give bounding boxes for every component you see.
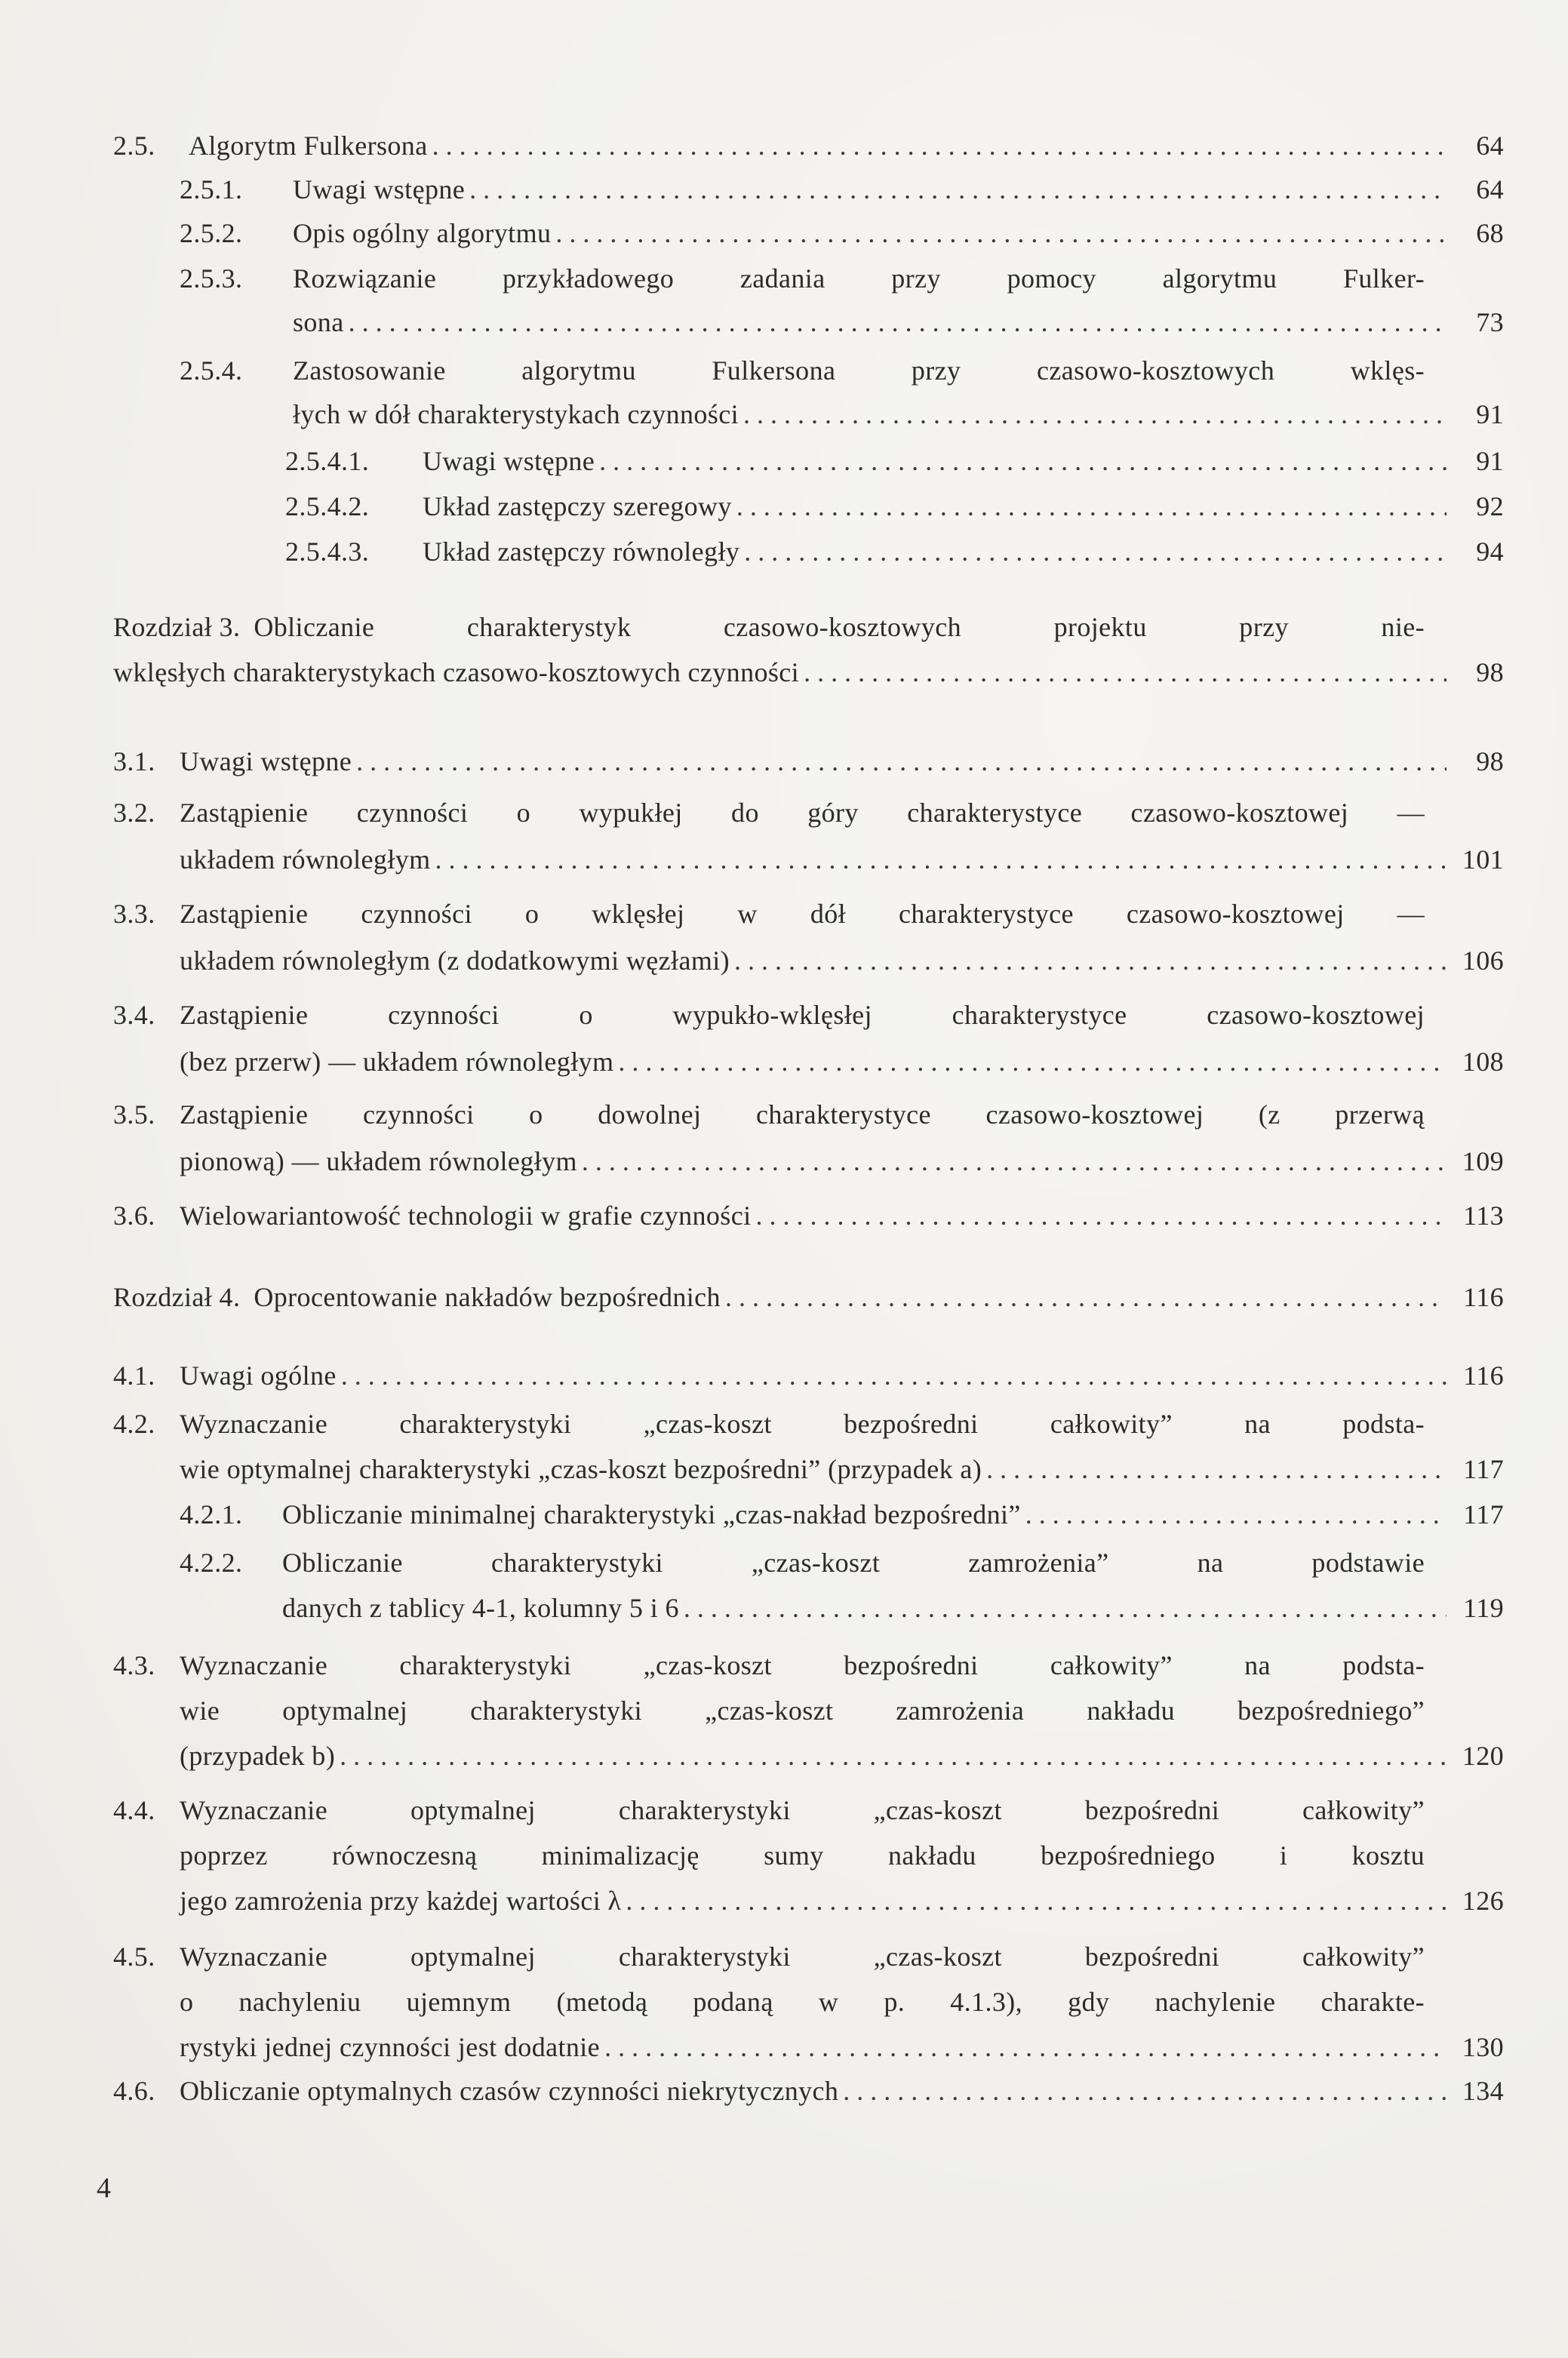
toc-entry <box>113 1094 1425 1130</box>
section-title-continuation: jego zamrożenia przy każdej wartości λ <box>180 1886 622 1916</box>
section-title: Zastosowanie algorytmu Fulkersona przy czasowo-kosztowych wklęs- <box>293 355 1425 386</box>
dot-leader <box>599 445 1447 477</box>
page-number: 68 <box>1476 218 1504 248</box>
page-number: 91 <box>1476 399 1504 429</box>
dot-leader <box>756 1200 1447 1231</box>
section-number: 2.5.1. <box>180 174 243 204</box>
section-title: Algorytm Fulkersona <box>189 131 428 161</box>
toc-entry-continuation <box>180 1041 1504 1078</box>
chapter-title: Obliczanie charakterystyk czasowo-kosztowych projektu przy nie- <box>254 612 1425 642</box>
section-title-continuation: o nachyleniu ujemnym (metodą podaną w p. 4.1.3), gdy nachylenie charakte- <box>180 1987 1425 2017</box>
page-number: 91 <box>1476 446 1504 476</box>
toc-entry-continuation <box>180 940 1504 976</box>
section-title-continuation: poprzez równoczesną minimalizację sumy nakładu bezpośredniego i kosztu <box>180 1840 1425 1871</box>
toc-entry <box>113 893 1425 930</box>
toc-entry-continuation <box>180 1141 1504 1177</box>
section-number: 4.5. <box>113 1941 155 1972</box>
section-title: Wyznaczanie charakterystyki „czas-koszt bezpośredni całkowity” na podsta- <box>180 1409 1425 1439</box>
section-title: Wyznaczanie charakterystyki „czas-koszt bezpośredni całkowity” na podsta- <box>180 1650 1425 1680</box>
section-title: Uwagi wstępne <box>180 746 352 776</box>
section-number: 2.5.3. <box>180 263 243 294</box>
toc-entry-continuation <box>180 1735 1504 1772</box>
chapter-title: Oprocentowanie nakładów bezpośrednich <box>254 1282 721 1312</box>
dot-leader <box>469 174 1447 205</box>
toc-entry <box>180 1542 1425 1579</box>
page-number: 98 <box>1476 657 1504 687</box>
toc-entry-continuation <box>180 1835 1425 1871</box>
page-number: 64 <box>1476 131 1504 161</box>
toc-entry <box>113 2071 1504 2107</box>
section-number: 4.4. <box>113 1795 155 1825</box>
section-title: Uwagi wstępne <box>423 446 595 476</box>
section-title-continuation: układem równoległym <box>180 844 431 875</box>
toc-entry <box>180 350 1425 386</box>
section-title-continuation: rystyki jednej czynności jest dodatnie <box>180 2032 601 2062</box>
dot-leader <box>684 1592 1447 1624</box>
dot-leader <box>435 844 1447 875</box>
toc-entry-continuation <box>180 1449 1504 1485</box>
toc-entry <box>113 995 1425 1031</box>
dot-leader <box>340 1740 1447 1772</box>
section-title: Wyznaczanie optymalnej charakterystyki „czas-koszt bezpośredni całkowity” <box>180 1941 1425 1972</box>
page-number: 106 <box>1462 945 1504 976</box>
section-title: Obliczanie charakterystyki „czas-koszt zamrożenia” na podstawie <box>282 1548 1425 1578</box>
dot-leader <box>555 217 1447 249</box>
section-title: Zastąpienie czynności o wklęsłej w dół charakterystyce czasowo-kosztowej — <box>180 899 1425 929</box>
section-title-continuation: łych w dół charakterystykach czynności <box>293 399 739 429</box>
dot-leader <box>582 1145 1447 1177</box>
toc-entry <box>113 1645 1425 1681</box>
section-title-continuation: wie optymalnej charakterystyki „czas-koszt zamrożenia nakładu bezpośredniego” <box>180 1695 1425 1726</box>
section-title-continuation: danych z tablicy 4-1, kolumny 5 i 6 <box>282 1593 679 1623</box>
section-title-continuation: układem równoległym (z dodatkowymi węzłami) <box>180 945 730 976</box>
section-title: Zastąpienie czynności o wypukło-wklęsłej charakterystyce czasowo-kosztowej <box>180 1000 1425 1030</box>
dot-leader <box>341 1360 1447 1391</box>
dot-leader <box>743 398 1447 430</box>
section-title: Układ zastępczy równoległy <box>423 536 740 567</box>
toc-entry <box>180 169 1504 205</box>
toc-entry <box>113 1355 1504 1391</box>
section-number: 2.5.4. <box>180 355 243 386</box>
toc-entry <box>113 1195 1504 1231</box>
section-title: Rozwiązanie przykładowego zadania przy pomocy algorytmu Fulker- <box>293 263 1425 294</box>
dot-leader <box>986 1453 1447 1485</box>
toc-entry <box>180 1494 1504 1530</box>
toc-entry-continuation <box>180 2027 1504 2063</box>
page-number: 120 <box>1462 1741 1504 1771</box>
section-title: Uwagi ogólne <box>180 1360 337 1391</box>
section-number: 4.2.1. <box>180 1499 243 1529</box>
dot-leader <box>356 746 1447 777</box>
page-folio: 4 <box>97 2172 111 2204</box>
section-title-continuation: (przypadek b) <box>180 1741 336 1771</box>
section-number: 3.5. <box>113 1099 155 1130</box>
toc-entry-continuation <box>293 394 1504 430</box>
page-number: 73 <box>1476 307 1504 337</box>
section-number: 3.2. <box>113 798 155 828</box>
section-number: 2.5. <box>113 131 155 161</box>
section-title-continuation: wie optymalnej charakterystyki „czas-koszt bezpośredni” (przypadek a) <box>180 1454 982 1484</box>
page-number: 101 <box>1462 844 1504 875</box>
chapter-heading <box>113 607 1425 643</box>
page-number: 130 <box>1462 2032 1504 2062</box>
section-title: Opis ogólny algorytmu <box>293 218 552 248</box>
section-title: Zastąpienie czynności o wypukłej do góry charakterystyce czasowo-kosztowej — <box>180 798 1425 828</box>
dot-leader <box>843 2075 1447 2107</box>
chapter-heading <box>113 1277 1504 1313</box>
section-title: Zastąpienie czynności o dowolnej charakterystyce czasowo-kosztowej (z przerwą <box>180 1099 1425 1130</box>
toc-entry <box>113 1936 1425 1972</box>
dot-leader <box>626 1885 1447 1917</box>
page-number: 108 <box>1462 1047 1504 1077</box>
dot-leader <box>734 945 1447 976</box>
section-title: Uwagi wstępne <box>293 174 466 204</box>
page-number: 119 <box>1463 1593 1504 1623</box>
section-number: 3.6. <box>113 1201 155 1231</box>
chapter-number: Rozdział 4. <box>113 1282 241 1312</box>
toc-entry <box>113 1403 1425 1440</box>
page-number: 98 <box>1476 746 1504 776</box>
section-title-continuation: sona <box>293 307 344 337</box>
section-title: Układ zastępczy szeregowy <box>423 491 732 521</box>
page-number: 116 <box>1463 1360 1504 1391</box>
toc-entry <box>113 125 1504 161</box>
dot-leader <box>804 656 1447 688</box>
toc-entry <box>180 258 1425 294</box>
section-number: 3.3. <box>113 899 155 929</box>
toc-entry <box>113 741 1504 777</box>
section-title: Wyznaczanie optymalnej charakterystyki „czas-koszt bezpośredni całkowity” <box>180 1795 1425 1825</box>
page-number: 113 <box>1463 1201 1504 1231</box>
chapter-heading-continuation <box>113 652 1504 688</box>
section-title-continuation: (bez przerw) — układem równoległym <box>180 1047 614 1077</box>
chapter-number: Rozdział 3. <box>113 612 241 642</box>
section-number: 2.5.4.2. <box>285 491 370 521</box>
dot-leader <box>432 130 1447 161</box>
page-number: 116 <box>1463 1282 1504 1312</box>
page-number: 134 <box>1462 2076 1504 2106</box>
toc-entry-continuation <box>180 839 1504 875</box>
toc-entry <box>113 792 1425 829</box>
dot-leader <box>349 306 1447 338</box>
section-number: 2.5.4.3. <box>285 536 370 567</box>
dot-leader <box>1025 1499 1447 1530</box>
section-number: 4.2.2. <box>180 1548 243 1578</box>
page-number: 94 <box>1476 536 1504 567</box>
section-number: 4.2. <box>113 1409 155 1439</box>
dot-leader <box>618 1046 1447 1078</box>
page-number: 117 <box>1463 1499 1504 1529</box>
section-number: 4.1. <box>113 1360 155 1391</box>
section-number: 4.6. <box>113 2076 155 2106</box>
toc-entry <box>285 441 1504 477</box>
section-title: Wielowariantowość technologii w grafie czynności <box>180 1201 752 1231</box>
page-number: 126 <box>1462 1886 1504 1916</box>
dot-leader <box>744 536 1447 567</box>
section-number: 2.5.2. <box>180 218 243 248</box>
chapter-title-continuation: wklęsłych charakterystykach czasowo-kosztowych czynności <box>113 657 800 687</box>
toc-entry-continuation <box>180 1690 1425 1726</box>
toc-entry-continuation <box>180 1880 1504 1917</box>
page-number: 64 <box>1476 174 1504 204</box>
section-title-continuation: pionową) — układem równoległym <box>180 1146 577 1176</box>
section-title: Obliczanie optymalnych czasów czynności niekrytycznych <box>180 2076 839 2106</box>
section-title: Obliczanie minimalnej charakterystyki „czas-nakład bezpośredni” <box>282 1499 1021 1529</box>
toc-entry-continuation <box>180 1981 1425 2018</box>
toc-entry-continuation <box>282 1588 1504 1624</box>
toc-entry <box>285 486 1504 522</box>
dot-leader <box>736 490 1447 522</box>
dot-leader <box>725 1281 1447 1313</box>
toc-entry-continuation <box>293 302 1504 338</box>
toc-entry <box>180 213 1504 249</box>
page-number: 109 <box>1462 1146 1504 1176</box>
section-number: 3.4. <box>113 1000 155 1030</box>
section-number: 3.1. <box>113 746 155 776</box>
page-number: 117 <box>1463 1454 1504 1484</box>
page-number: 92 <box>1476 491 1504 521</box>
toc-entry <box>285 531 1504 567</box>
section-number: 4.3. <box>113 1650 155 1680</box>
section-number: 2.5.4.1. <box>285 446 370 476</box>
dot-leader <box>604 2031 1447 2063</box>
toc-entry <box>113 1790 1425 1826</box>
